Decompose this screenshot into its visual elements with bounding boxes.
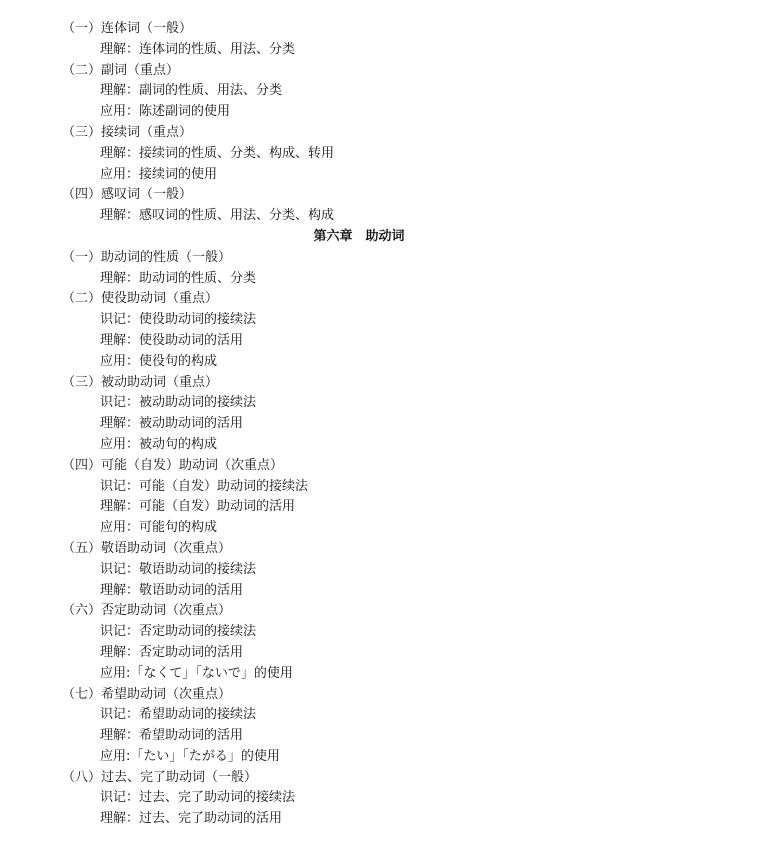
subitem-6-2-apply: 应用：使役句的构成 <box>100 353 218 369</box>
subitem-6-8-understand: 理解：过去、完了助动词的活用 <box>100 811 283 827</box>
section-heading-1-3: （三）接续词（重点） <box>62 124 193 140</box>
section-heading-1-2: （二）副词（重点） <box>62 62 180 78</box>
subitem-1-2-understand: 理解：副词的性质、用法、分类 <box>100 83 283 99</box>
subitem-6-7-understand: 理解：希望助动词的活用 <box>100 728 244 744</box>
subitem-6-3-memorize: 识记：被动助动词的接续法 <box>100 395 257 411</box>
subitem-1-1-understand: 理解：连体词的性质、用法、分类 <box>100 41 296 57</box>
section-heading-6-6: （六）否定助动词（次重点） <box>62 603 232 619</box>
subitem-6-3-understand: 理解：被动助动词的活用 <box>100 416 244 432</box>
subitem-6-4-understand: 理解：可能（自发）助动词的活用 <box>100 499 296 515</box>
section-heading-1-4: （四）感叹词（一般） <box>62 187 193 203</box>
subitem-6-6-apply: 应用:「なくて」「ないで」的使用 <box>100 665 293 681</box>
section-heading-6-3: （三）被动助动词（重点） <box>62 374 219 390</box>
subitem-6-7-apply: 应用:「たい」「たがる」的使用 <box>100 748 280 764</box>
section-heading-6-5: （五）敬语助动词（次重点） <box>62 540 232 556</box>
subitem-6-6-memorize: 识记：否定助动词的接续法 <box>100 624 257 640</box>
section-heading-1-1: （一）连体词（一般） <box>62 21 193 36</box>
subitem-6-5-understand: 理解：敬语助动词的活用 <box>100 582 244 598</box>
subitem-1-4-understand: 理解：感叹词的性质、用法、分类、构成 <box>100 208 335 224</box>
subitem-6-7-memorize: 识记：希望助动词的接续法 <box>100 707 257 723</box>
section-heading-6-2: （二）使役助动词（重点） <box>62 291 219 307</box>
subitem-6-6-understand: 理解：否定助动词的活用 <box>100 644 244 660</box>
subitem-6-1-understand: 理解：助动词的性质、分类 <box>100 270 257 286</box>
subitem-6-5-memorize: 识记：敬语助动词的接续法 <box>100 561 257 577</box>
subitem-1-3-understand: 理解：接续词的性质、分类、构成、转用 <box>100 145 335 161</box>
subitem-6-8-memorize: 识记：过去、完了助动词的接续法 <box>100 790 296 806</box>
subitem-6-3-apply: 应用：被动句的构成 <box>100 436 218 452</box>
subitem-6-4-apply: 应用：可能句的构成 <box>100 520 218 536</box>
subitem-6-2-understand: 理解：使役助动词的活用 <box>100 332 244 348</box>
section-heading-6-1: （一）助动词的性质（一般） <box>62 249 232 265</box>
chapter-title: 第六章 助动词 <box>313 228 405 244</box>
section-heading-6-7: （七）希望助动词（次重点） <box>62 686 232 702</box>
subitem-1-3-apply: 应用：接续词的使用 <box>100 166 218 182</box>
subitem-6-2-memorize: 识记：使役助动词的接续法 <box>100 312 257 328</box>
syllabus-document <box>0 19 771 830</box>
section-heading-6-4: （四）可能（自发）助动词（次重点） <box>62 457 284 473</box>
subitem-1-2-apply: 应用：陈述副词的使用 <box>100 104 231 120</box>
subitem-6-4-memorize: 识记：可能（自发）助动词的接续法 <box>100 478 309 494</box>
section-heading-6-8: （八）过去、完了助动词（一般） <box>62 769 258 785</box>
